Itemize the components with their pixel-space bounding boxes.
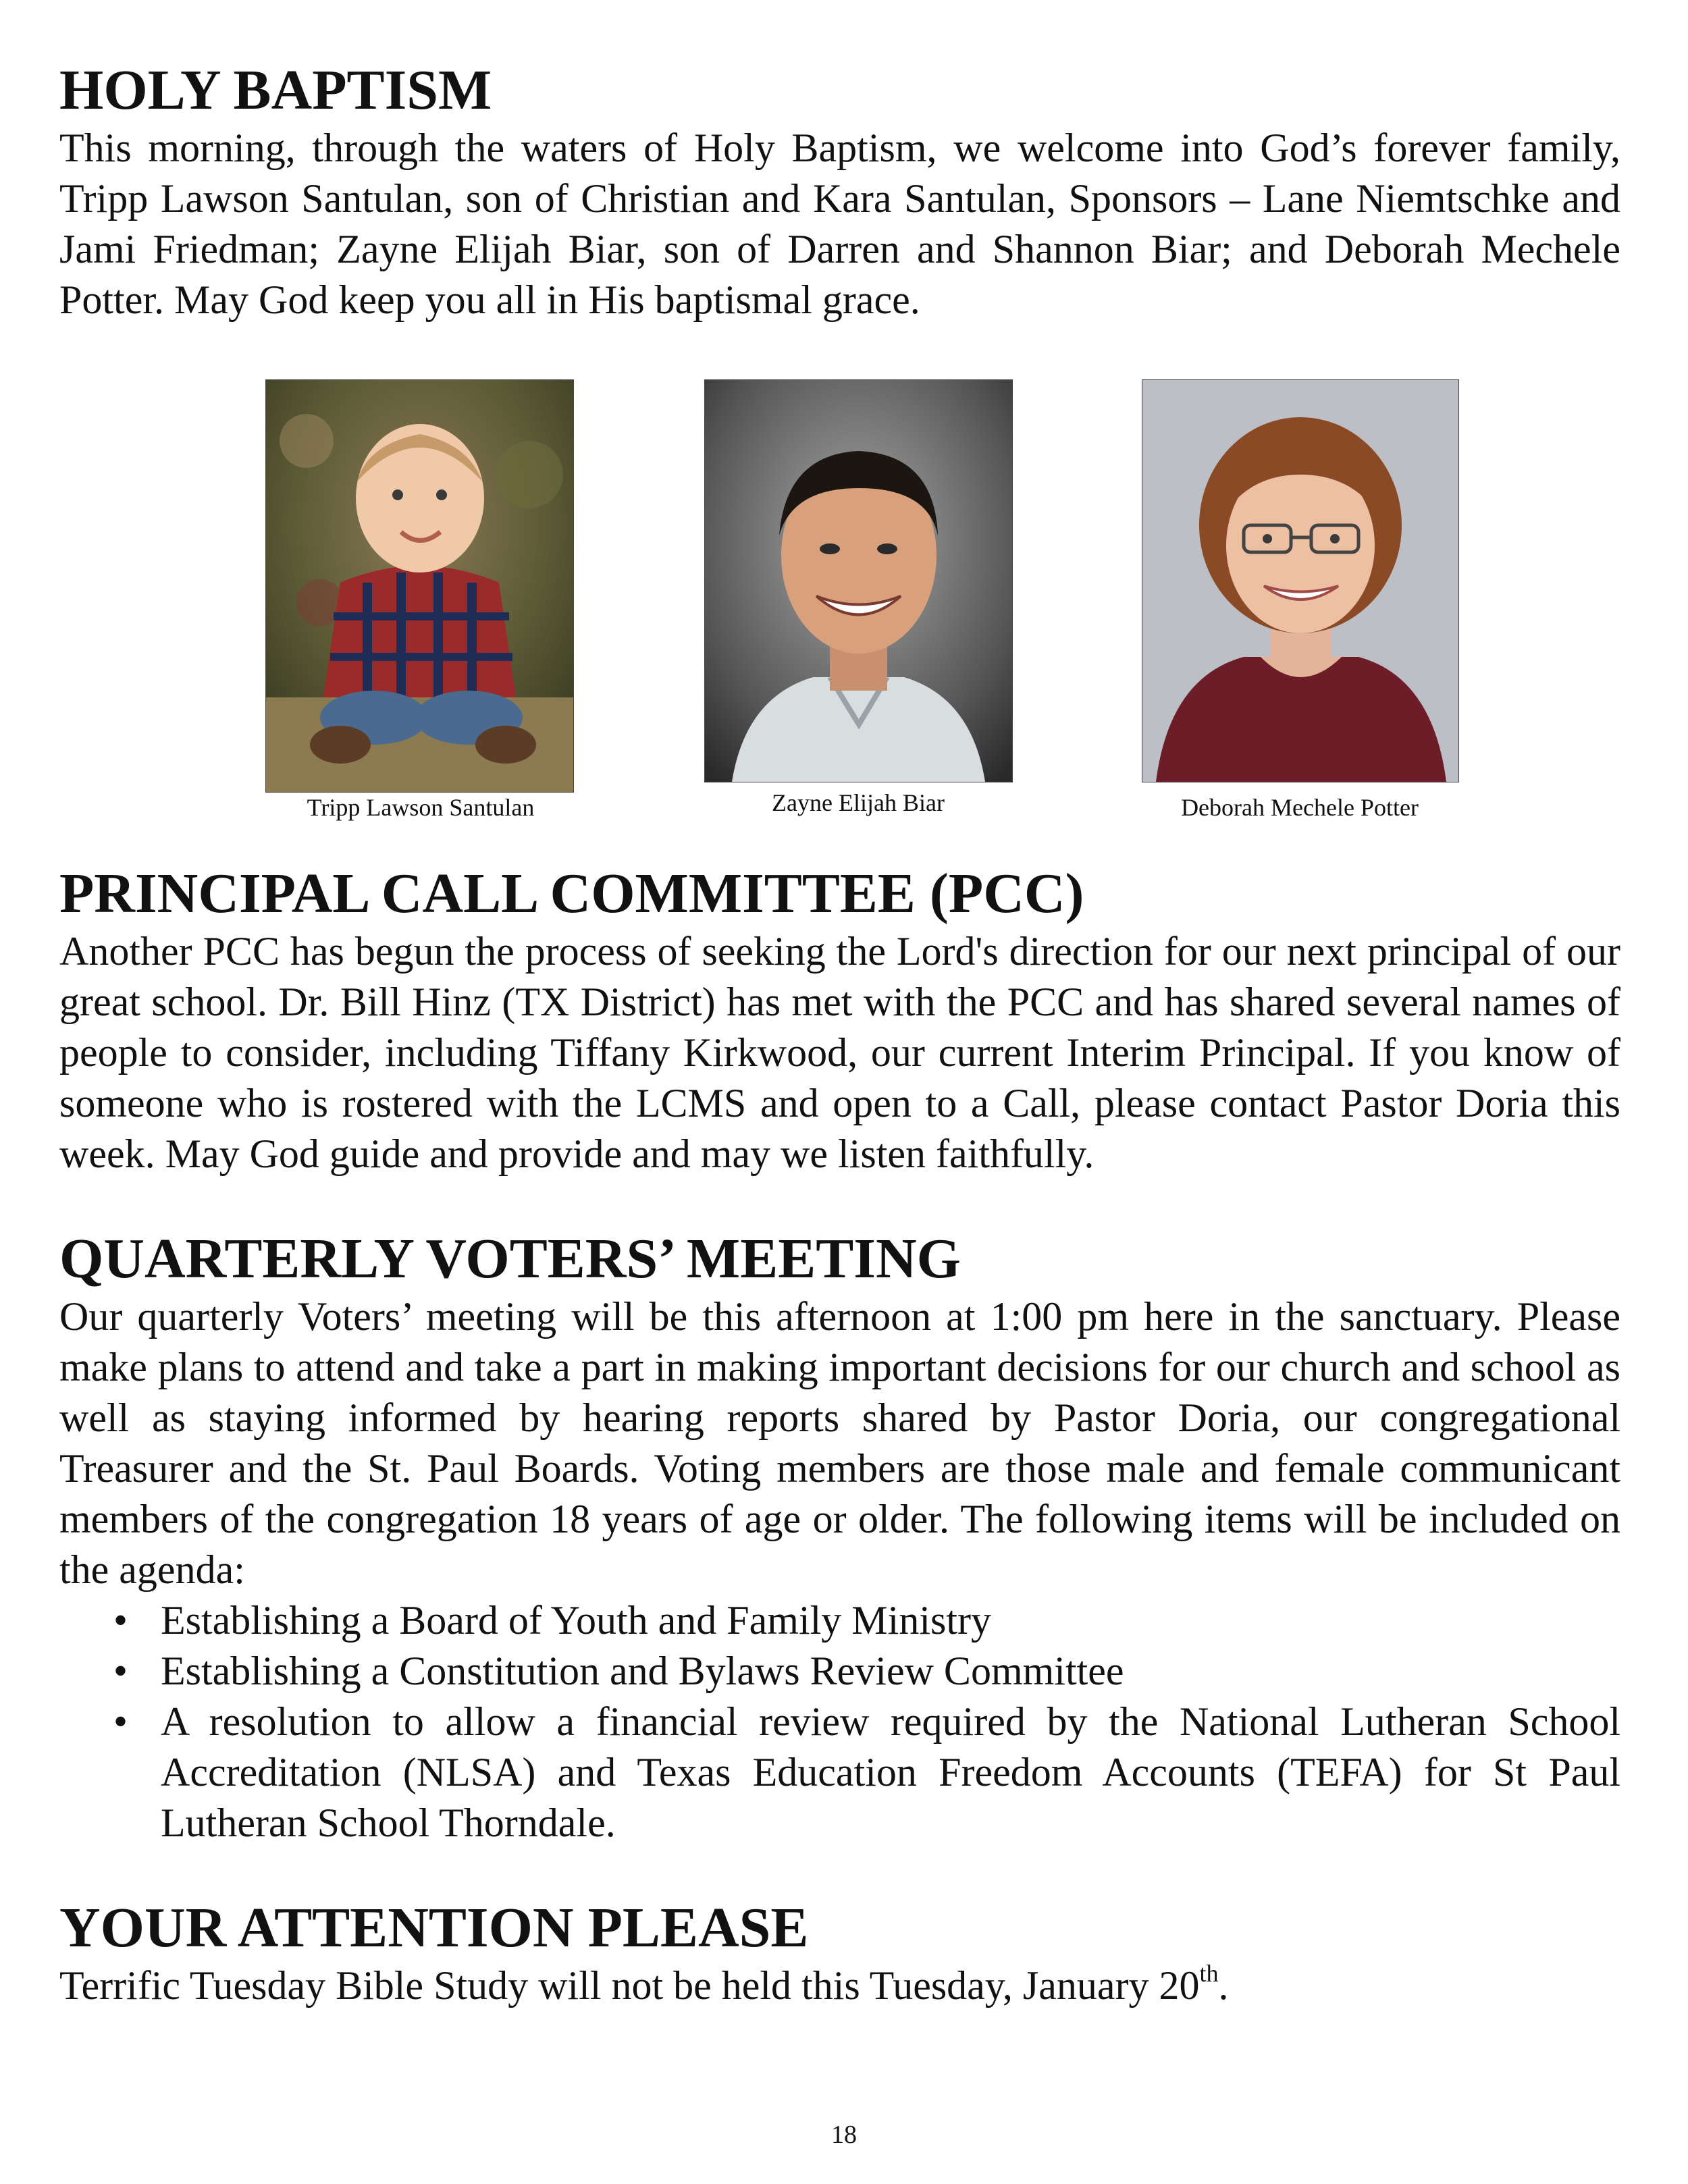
bullet-icon: • [113, 1699, 128, 1744]
attention-section [59, 1896, 1620, 2011]
voters-meeting-text: Our quarterly Voters’ meeting will be this afternoon at 1:00 pm here in the sanctuary. Please make plans to attend and take a part in making important decisions for our church and school as well as staying informed by hearing reports shared by Pastor Doria, our congregational Treasurer and the St. Paul Boards. Voting members are those male and female communicant members of the congregation 18 years of age or older. The following items will be included on the agenda: [59, 1294, 1620, 1592]
agenda-item-text: Establishing a Constitution and Bylaws Review Committee [161, 1649, 1124, 1693]
pcc-text: Another PCC has begun the process of seeking the Lord's direction for our next principal of our great school. Dr. Bill Hinz (TX District) has met with the PCC and has shared several names of people to consider, including Tiffany Kirkwood, our current Interim Principal. If you know of someone who is rostered with the LCMS and open to a Call, please contact Pastor Doria this week. May God guide and provide and may we listen faithfully. [59, 929, 1620, 1176]
attention-text-main: Terrific Tuesday Bible Study will not be held this Tuesday, January 20 [59, 1963, 1200, 2008]
holy-baptism-heading: HOLY BAPTISM [59, 59, 492, 122]
page-number: 18 [831, 2121, 857, 2149]
bullet-icon: • [113, 1598, 128, 1643]
pcc-heading: PRINCIPAL CALL COMMITTEE (PCC) [59, 862, 1084, 925]
woman-photo-caption: Deborah Mechele Potter [1181, 794, 1419, 821]
woman-portrait-photo [1142, 379, 1459, 782]
baby-portrait-photo [265, 379, 574, 793]
voters-meeting-heading: QUARTERLY VOTERS’ MEETING [59, 1227, 961, 1290]
agenda-item-text: Establishing a Board of Youth and Family Ministry [161, 1598, 991, 1643]
attention-text [59, 1961, 1620, 2011]
attention-heading: YOUR ATTENTION PLEASE [59, 1896, 809, 1959]
agenda-item [59, 1646, 1620, 1697]
agenda-list [59, 1595, 1620, 1848]
teen-portrait-photo [704, 379, 1013, 782]
holy-baptism-section [59, 58, 1620, 845]
bullet-icon: • [113, 1649, 128, 1693]
voters-meeting-section [59, 1227, 1620, 1848]
holy-baptism-text: This morning, through the waters of Holy Baptism, we welcome into God’s forever family, Tripp Lawson Santulan, son of Christian and Kara Santulan, Sponsors – Lane Niemtschke and Jami Friedman; Zayne Elijah Biar, son of Darren and Shannon Biar; and Deborah Mechele Potter. May God keep you all in His baptismal grace. [59, 126, 1620, 322]
agenda-item [59, 1697, 1620, 1848]
pcc-section [59, 861, 1620, 1179]
attention-text-end: . [1218, 1963, 1229, 2008]
baptism-photos [59, 379, 1620, 845]
baby-photo-caption: Tripp Lawson Santulan [307, 794, 535, 821]
agenda-item [59, 1595, 1620, 1646]
date-superscript: th [1199, 1960, 1219, 1987]
agenda-item-text: A resolution to allow a financial review required by the National Lutheran School Accreditation (NLSA) and Texas Education Freedom Accounts (TEFA) for St Paul Lutheran School Thorndale. [161, 1699, 1620, 1845]
teen-photo-caption: Zayne Elijah Biar [772, 789, 945, 816]
bulletin-page [59, 58, 1620, 2011]
